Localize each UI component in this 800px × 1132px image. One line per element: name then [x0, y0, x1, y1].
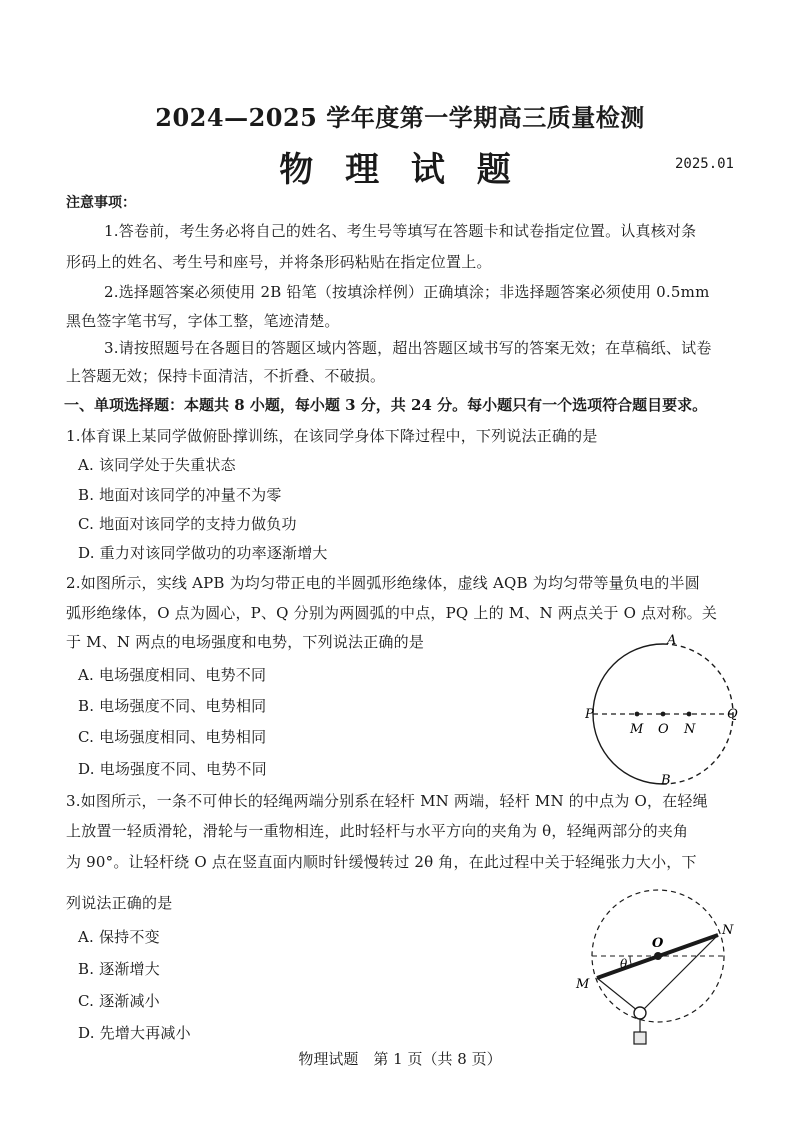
label-o: O: [658, 722, 669, 737]
q3-stem-line-2: 上放置一轻质滑轮，滑轮与一重物相连，此时轻杆与水平方向的夹角为 θ，轻绳两部分的夹角: [66, 822, 689, 840]
label-theta: θ: [620, 957, 628, 971]
label-q: Q: [727, 707, 738, 722]
q3-option-a: A. 保持不变: [78, 928, 160, 946]
label-a: A: [667, 633, 677, 648]
label-o: O: [652, 936, 664, 951]
q3-option-b: B. 逐渐增大: [78, 960, 160, 978]
label-m: M: [630, 722, 644, 737]
exam-date: 2025.01: [674, 156, 734, 172]
q1-stem: 1.体育课上某同学做俯卧撑训练，在该同学身体下降过程中，下列说法正确的是: [66, 427, 598, 445]
pivot-o-dot: [654, 952, 662, 960]
q2-stem-line-2: 弧形绝缘体，O 点为圆心，P、Q 分别为两圆弧的中点，PQ 上的 M、N 两点关于 O 点对称。关: [66, 604, 718, 622]
q2-stem-line-1: 2.如图所示，实线 APB 为均匀带正电的半圆弧形绝缘体，虚线 AQB 为均匀带等量负电的半圆: [66, 574, 700, 592]
q3-stem-line-3: 为 90°。让轻杆绕 O 点在竖直面内顺时针缓慢转过 2θ 角，在此过程中关于轻绳张力大小，下: [66, 853, 697, 871]
q3-option-d: D. 先增大再减小: [78, 1024, 191, 1042]
point-n-dot: [687, 712, 692, 717]
label-n: N: [722, 923, 734, 938]
hanging-weight: [634, 1032, 646, 1044]
note-1-line-2: 形码上的姓名、考生号和座号，并将条形码粘贴在指定位置上。: [66, 253, 492, 271]
q1-option-b: B. 地面对该同学的冲量不为零: [78, 486, 282, 504]
page-footer: 物理试题 第 1 页（共 8 页）: [298, 1050, 502, 1068]
label-b: B: [661, 773, 671, 788]
note-2-line-1: 2.选择题答案必须使用 2B 铅笔（按填涂样例）正确填涂；非选择题答案必须使用 0.5mm: [104, 283, 710, 301]
subject-title: 物 理 试 题: [279, 150, 521, 190]
q1-option-c: C. 地面对该同学的支持力做负功: [78, 515, 297, 533]
q2-option-c: C. 电场强度相同、电势相同: [78, 728, 267, 746]
q3-stem-line-1: 3.如图所示，一条不可伸长的轻绳两端分别系在轻杆 MN 两端，轻杆 MN 的中点为 O，在轻绳: [66, 792, 708, 810]
q2-option-b: B. 电场强度不同、电势相同: [78, 697, 267, 715]
note-1-line-1: 1.答卷前，考生务必将自己的姓名、考生号等填写在答题卡和试卷指定位置。认真核对条: [104, 222, 697, 240]
notes-heading: 注意事项：: [66, 195, 136, 211]
note-2-line-2: 黑色签字笔书写，字体工整，笔迹清楚。: [66, 312, 340, 330]
q1-option-d: D. 重力对该同学做功的功率逐渐增大: [78, 544, 328, 562]
q3-option-c: C. 逐渐减小: [78, 992, 160, 1010]
note-3-line-2: 上答题无效；保持卡面清洁，不折叠、不破损。: [66, 367, 386, 385]
rope-left-segment: [597, 978, 638, 1011]
pulley-icon: [634, 1007, 646, 1019]
q3-rod-pulley-figure: [570, 880, 750, 1050]
note-3-line-1: 3.请按照题号在各题目的答题区域内答题，超出答题区域书写的答案无效；在草稿纸、试卷: [104, 339, 712, 357]
q1-option-a: A. 该同学处于失重状态: [78, 456, 236, 474]
q2-charged-arcs-figure: [585, 630, 745, 788]
q2-option-a: A. 电场强度相同、电势不同: [78, 666, 267, 684]
label-p: P: [585, 707, 594, 722]
label-m: M: [576, 977, 590, 992]
section-1-heading: 一、单项选择题：本题共 8 小题，每小题 3 分，共 24 分。每小题只有一个选项符合题目要求。: [64, 396, 708, 414]
point-o-dot: [661, 712, 666, 717]
point-m-dot: [635, 712, 640, 717]
label-n: N: [684, 722, 696, 737]
q2-stem-line-3: 于 M、N 两点的电场强度和电势，下列说法正确的是: [66, 633, 425, 651]
q3-stem-line-4: 列说法正确的是: [66, 894, 173, 912]
exam-title: 2024—2025 学年度第一学期高三质量检测: [155, 103, 645, 132]
q2-option-d: D. 电场强度不同、电势不同: [78, 760, 267, 778]
